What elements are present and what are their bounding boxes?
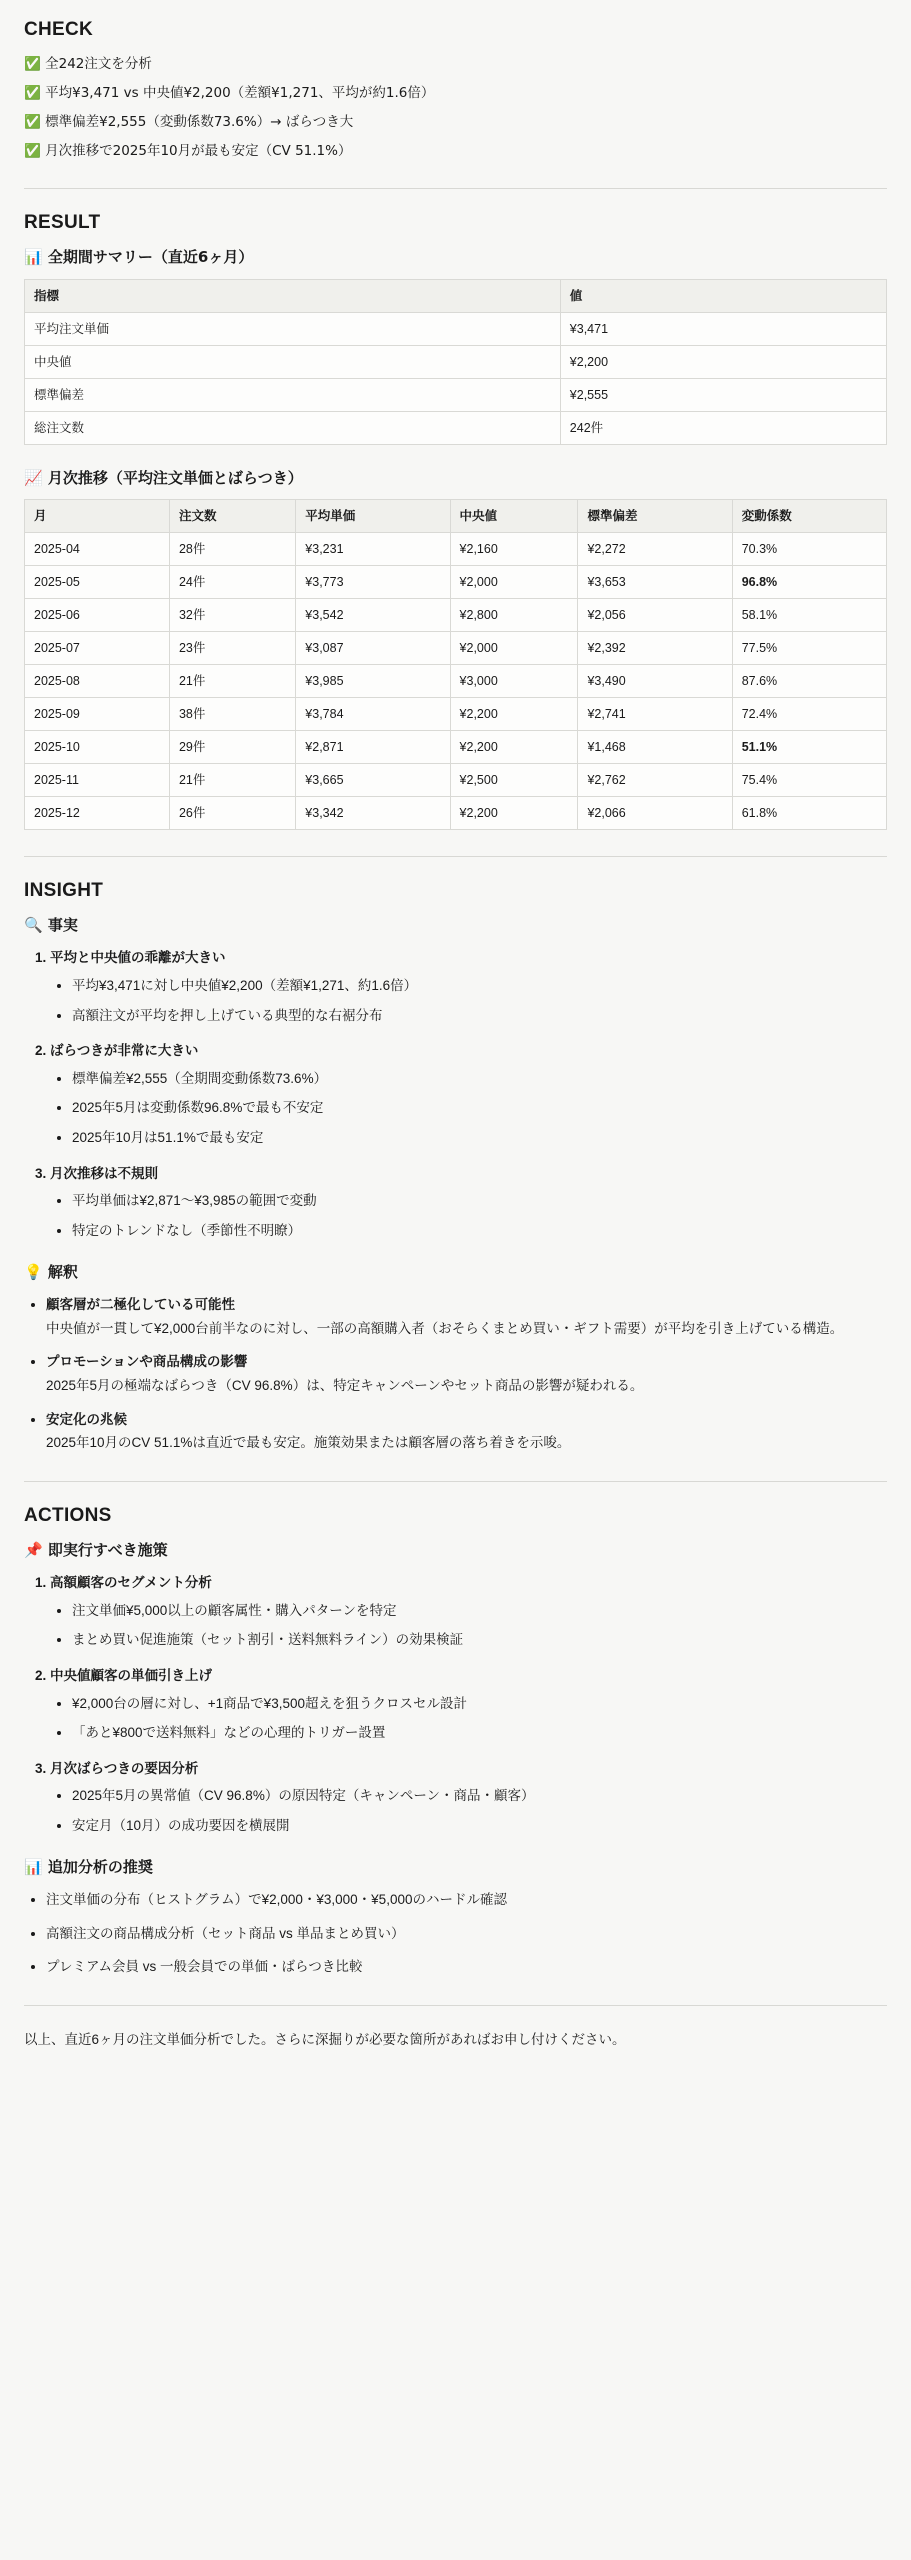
fact-title: ばらつきが非常に大きい — [50, 1043, 199, 1059]
actions-section — [24, 1504, 887, 1979]
cell-median: ¥3,000 — [450, 665, 578, 698]
cell-cv: 87.6% — [732, 665, 886, 698]
cell-month: 2025-11 — [25, 764, 170, 797]
insight-section — [24, 879, 887, 1455]
table-row — [25, 764, 887, 797]
list-item: • 標準偏差¥2,555（全期間変動係数73.6%） — [72, 1067, 887, 1091]
column-header: 注文数 — [169, 500, 295, 533]
cell-mean: ¥3,773 — [296, 566, 450, 599]
column-header: 月 — [25, 500, 170, 533]
additional-subheading: 📊 追加分析の推奨 — [24, 1857, 153, 1876]
action-title: 中央値顧客の単価引き上げ — [50, 1667, 212, 1683]
list-item: • プレミアム会員 vs 一般会員での単価・ばらつき比較 — [46, 1955, 887, 1979]
cell-median: ¥2,000 — [450, 632, 578, 665]
list-item — [46, 1408, 887, 1455]
monthly-subheading: 📈 月次推移（平均注文単価とばらつき） — [24, 468, 303, 487]
column-header: 指標 — [25, 279, 561, 312]
fact-title: 平均と中央値の乖離が大きい — [50, 950, 226, 966]
check-item: ✅ 平均¥3,471 vs 中央値¥2,200（差額¥1,271、平均が約1.6倍） — [24, 84, 435, 101]
column-header: 平均単価 — [296, 500, 450, 533]
cell-metric: 平均注文単価 — [25, 312, 561, 345]
table-row — [25, 797, 887, 830]
immediate-subheading: 📌 即実行すべき施策 — [24, 1540, 168, 1559]
cell-mean: ¥2,871 — [296, 731, 450, 764]
cell-month: 2025-10 — [25, 731, 170, 764]
cell-cv: 77.5% — [732, 632, 886, 665]
cell-median: ¥2,200 — [450, 731, 578, 764]
cell-stddev: ¥2,741 — [578, 698, 732, 731]
cell-mean: ¥3,231 — [296, 533, 450, 566]
interpretation-desc: 2025年10月のCV 51.1%は直近で最も安定。施策効果または顧客層の落ち着きを示唆。 — [46, 1435, 571, 1451]
column-header: 変動係数 — [732, 500, 886, 533]
list-item: • 「あと¥800で送料無料」などの心理的トリガー設置 — [72, 1721, 887, 1745]
cell-mean: ¥3,087 — [296, 632, 450, 665]
list-item: • まとめ買い促進施策（セット割引・送料無料ライン）の効果検証 — [72, 1628, 887, 1652]
divider — [24, 1481, 887, 1482]
list-item: • 高額注文が平均を押し上げている典型的な右裾分布 — [72, 1004, 887, 1028]
cell-orders: 24件 — [169, 566, 295, 599]
cell-mean: ¥3,542 — [296, 599, 450, 632]
summary-subheading: 📊 全期間サマリー（直近6ヶ月） — [24, 248, 254, 267]
cell-month: 2025-04 — [25, 533, 170, 566]
list-item — [50, 1664, 887, 1745]
cell-mean: ¥3,784 — [296, 698, 450, 731]
monthly-table — [24, 499, 887, 830]
list-item: • 平均単価は¥2,871〜¥3,985の範囲で変動 — [72, 1189, 887, 1213]
action-points — [50, 1692, 887, 1745]
fact-title: 月次推移は不規則 — [50, 1165, 158, 1181]
list-item: • 平均¥3,471に対し中央値¥2,200（差額¥1,271、約1.6倍） — [72, 974, 887, 998]
cell-median: ¥2,800 — [450, 599, 578, 632]
cell-cv: 72.4% — [732, 698, 886, 731]
action-title: 月次ばらつきの要因分析 — [50, 1760, 199, 1776]
cell-median: ¥2,160 — [450, 533, 578, 566]
table-row — [25, 345, 887, 378]
table-row — [25, 411, 887, 444]
cell-median: ¥2,500 — [450, 764, 578, 797]
list-item: • 2025年5月の異常値（CV 96.8%）の原因特定（キャンペーン・商品・顧客） — [72, 1784, 887, 1808]
table-row — [25, 378, 887, 411]
closing-text: 以上、直近6ヶ月の注文単価分析でした。さらに深掘りが必要な箇所があればお申し付けください。 — [24, 2032, 626, 2047]
table-row — [25, 665, 887, 698]
cell-cv: 70.3% — [732, 533, 886, 566]
cell-month: 2025-07 — [25, 632, 170, 665]
cell-median: ¥2,200 — [450, 797, 578, 830]
cell-orders: 21件 — [169, 764, 295, 797]
divider — [24, 188, 887, 189]
fact-points — [50, 1189, 887, 1242]
list-item: • 高額注文の商品構成分析（セット商品 vs 単品まとめ買い） — [46, 1922, 887, 1946]
cell-median: ¥2,000 — [450, 566, 578, 599]
cell-month: 2025-09 — [25, 698, 170, 731]
cell-metric: 標準偏差 — [25, 378, 561, 411]
table-row — [25, 632, 887, 665]
cell-value: 242件 — [560, 411, 886, 444]
cell-stddev: ¥2,762 — [578, 764, 732, 797]
cell-metric: 中央値 — [25, 345, 561, 378]
cell-orders: 32件 — [169, 599, 295, 632]
divider — [24, 2005, 887, 2006]
cell-orders: 38件 — [169, 698, 295, 731]
cell-value: ¥3,471 — [560, 312, 886, 345]
cell-orders: 28件 — [169, 533, 295, 566]
cell-value: ¥2,555 — [560, 378, 886, 411]
action-title: 高額顧客のセグメント分析 — [50, 1575, 212, 1590]
insight-heading: INSIGHT — [24, 880, 104, 902]
table-row — [25, 566, 887, 599]
interpretation-term: • 安定化の兆候 — [46, 1411, 127, 1427]
action-points — [50, 1784, 887, 1837]
cell-month: 2025-05 — [25, 566, 170, 599]
list-item — [46, 1350, 887, 1397]
check-heading: CHECK — [24, 19, 94, 40]
list-item: • 注文単価の分布（ヒストグラム）で¥2,000・¥3,000・¥5,000のハードル確認 — [46, 1888, 887, 1912]
cell-orders: 23件 — [169, 632, 295, 665]
action-points — [50, 1599, 887, 1652]
list-item — [50, 1039, 887, 1150]
actions-heading: ACTIONS — [24, 1504, 112, 1526]
interpretation-desc: 2025年5月の極端なばらつき（CV 96.8%）は、特定キャンペーンやセット商品の影響が疑われる。 — [46, 1377, 644, 1393]
divider — [24, 856, 887, 857]
additional-analysis-list — [24, 1888, 887, 1979]
cell-mean: ¥3,985 — [296, 665, 450, 698]
cell-median: ¥2,200 — [450, 698, 578, 731]
check-item: ✅ 標準偏差¥2,555（変動係数73.6%）→ ばらつき大 — [24, 113, 354, 130]
cell-stddev: ¥2,056 — [578, 599, 732, 632]
cell-value: ¥2,200 — [560, 345, 886, 378]
interpretation-subheading: 💡 解釈 — [24, 1262, 78, 1281]
cell-orders: 26件 — [169, 797, 295, 830]
cell-mean: ¥3,665 — [296, 764, 450, 797]
cell-stddev: ¥2,066 — [578, 797, 732, 830]
table-row — [25, 698, 887, 731]
cell-orders: 29件 — [169, 731, 295, 764]
cell-metric: 総注文数 — [25, 411, 561, 444]
table-row — [25, 533, 887, 566]
list-item: • 2025年5月は変動係数96.8%で最も不安定 — [72, 1096, 887, 1120]
list-item: • 安定月（10月）の成功要因を横展開 — [72, 1814, 887, 1838]
interpretation-list — [24, 1293, 887, 1455]
table-row — [25, 731, 887, 764]
list-item — [50, 1757, 887, 1838]
facts-list — [24, 946, 887, 1242]
list-item: • 特定のトレンドなし（季節性不明瞭） — [72, 1219, 887, 1243]
cell-stddev: ¥2,272 — [578, 533, 732, 566]
facts-subheading: 🔍 事実 — [24, 915, 78, 934]
cell-cv: 75.4% — [732, 764, 886, 797]
column-header: 標準偏差 — [578, 500, 732, 533]
table-row — [25, 599, 887, 632]
table-row — [25, 312, 887, 345]
table-header-row — [25, 279, 887, 312]
table-header-row — [25, 500, 887, 533]
cell-cv: 96.8% — [732, 566, 886, 599]
interpretation-term: • 顧客層が二極化している可能性 — [46, 1297, 235, 1313]
check-item: ✅ 月次推移で2025年10月が最も安定（CV 51.1%） — [24, 142, 352, 159]
immediate-actions-list — [24, 1571, 887, 1838]
check-section — [24, 18, 887, 162]
list-item — [50, 1162, 887, 1243]
column-header: 中央値 — [450, 500, 578, 533]
fact-points — [50, 1067, 887, 1150]
interpretation-term: • プロモーションや商品構成の影響 — [46, 1354, 248, 1370]
fact-points — [50, 974, 887, 1027]
cell-cv: 61.8% — [732, 797, 886, 830]
summary-table — [24, 279, 887, 445]
list-item: • 注文単価¥5,000以上の顧客属性・購入パターンを特定 — [72, 1599, 887, 1623]
cell-stddev: ¥1,468 — [578, 731, 732, 764]
check-item: ✅ 全242注文を分析 — [24, 55, 152, 72]
cell-month: 2025-08 — [25, 665, 170, 698]
cell-month: 2025-06 — [25, 599, 170, 632]
column-header: 値 — [560, 279, 886, 312]
result-section — [24, 211, 887, 830]
cell-stddev: ¥2,392 — [578, 632, 732, 665]
interpretation-desc: 中央値が一貫して¥2,000台前半なのに対し、一部の高額購入者（おそらくまとめ買い・ギフト需要）が平均を引き上げている構造。 — [46, 1320, 844, 1336]
list-item — [50, 946, 887, 1027]
list-item: • 2025年10月は51.1%で最も安定 — [72, 1126, 887, 1150]
check-list — [24, 53, 887, 163]
cell-cv: 58.1% — [732, 599, 886, 632]
cell-orders: 21件 — [169, 665, 295, 698]
result-heading: RESULT — [24, 212, 101, 234]
cell-stddev: ¥3,653 — [578, 566, 732, 599]
list-item — [46, 1293, 887, 1340]
list-item — [50, 1571, 887, 1652]
list-item: • ¥2,000台の層に対し、+1商品で¥3,500超えを狙うクロスセル設計 — [72, 1692, 887, 1716]
cell-cv: 51.1% — [732, 731, 886, 764]
cell-stddev: ¥3,490 — [578, 665, 732, 698]
cell-mean: ¥3,342 — [296, 797, 450, 830]
cell-month: 2025-12 — [25, 797, 170, 830]
